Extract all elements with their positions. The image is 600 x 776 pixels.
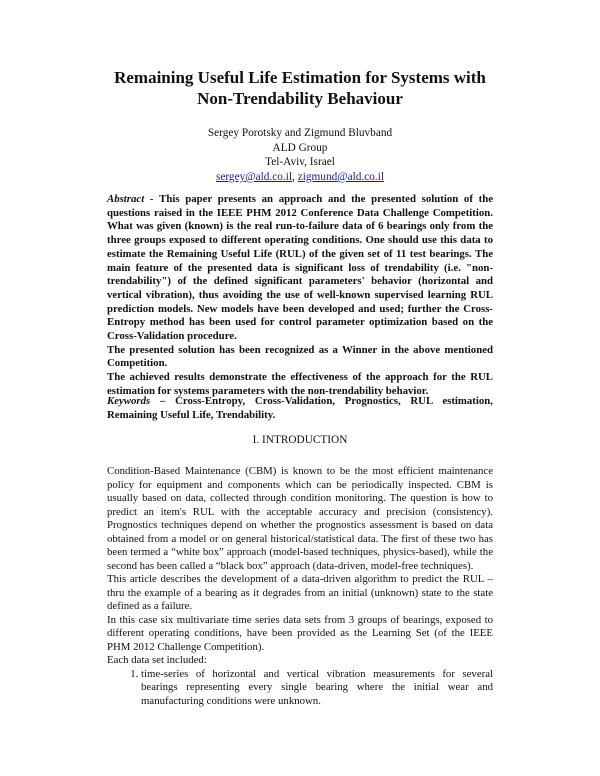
keywords-text: Cross-Entropy, Cross-Validation, Prognostics, RUL estimation, Remaining Useful Life, Trendability. bbox=[107, 395, 494, 421]
abstract-text-1: This paper presents an approach and the presented solution of the questions raised in the IEEE PHM 2012 Conference Data Challenge Competition. What was given (known) is the real run-to-failure data of 6 bearings only from the three groups exposed to different operating conditions. One should use this data to estimate the Remaining Useful Life (RUL) of the given set of 11 test bearings. The main feature of the presented data is significant loss of trendability (i.e. "non-trendability") of the defined significant parameters' behavior (horizontal and vertical vibration), thus avoiding the use of well-known supervised learning RUL prediction models. New models have been developed and used; further the Cross-Entropy method has been used for control parameter optimization based on the Cross-Validation procedure. bbox=[107, 193, 493, 343]
email-link-zigmund[interactable]: zigmund@ald.co.il bbox=[297, 170, 385, 183]
author-location: Tel-Aviv, Israel bbox=[265, 156, 335, 169]
section-heading-introduction: I. INTRODUCTION bbox=[252, 434, 348, 446]
email-link-sergey[interactable]: sergey@ald.co.il bbox=[215, 170, 293, 183]
body-text bbox=[107, 465, 493, 708]
title-line-1: Remaining Useful Life Estimation for Systems with bbox=[114, 68, 486, 87]
body-paragraph-1: Condition-Based Maintenance (CBM) is known to be the most efficient maintenance policy for equipment and components which can be periodically inspected. CBM is usually based on data, collected through condition monitoring. The question is how to predict an item's RUL with the acceptable accuracy and precision (consistency). Prognostics techniques depend on whether the prognostics assessment is based on data obtained from a model or on general historical/statistical data. The first of these two has been termed a “white box” approach (model-based techniques, physics-based), while the second has been called a “black box” approach (data-driven, model-free techniques). bbox=[107, 465, 493, 572]
abstract-label: Abstract bbox=[107, 193, 145, 205]
body-paragraph-4: Each data set included: bbox=[107, 654, 207, 666]
numbered-list bbox=[107, 668, 493, 709]
list-item: 1. time-series of horizontal and vertical vibration measurements for several bearings representing every single bearing where the initial wear and manufacturing conditions were unknown. bbox=[141, 668, 493, 709]
author-affiliation: ALD Group bbox=[272, 141, 328, 154]
author-emails bbox=[100, 170, 500, 185]
paper-title bbox=[60, 67, 540, 109]
abstract-dash: - bbox=[144, 193, 160, 205]
keywords-label: Keywords bbox=[107, 395, 151, 407]
abstract bbox=[107, 193, 493, 399]
body-paragraph-2: This article describes the development of a data-driven algorithm to predict the RUL – thru the example of a bearing as it degrades from an initial (unknown) state to the state defined as a failure. bbox=[107, 573, 493, 612]
abstract-paragraph-3: The achieved results demonstrate the effectiveness of the approach for the RUL estimation for systems parameters with the non-trendability behavior. bbox=[107, 371, 493, 397]
body-paragraph-3: In this case six multivariate time series data sets from 3 groups of bearings, exposed to different operating conditions, have been provided as the Learning Set (of the IEEE PHM 2012 Challenge Competition). bbox=[107, 613, 493, 653]
title-line-2: Non-Trendability Behaviour bbox=[197, 89, 403, 108]
email-separator: , bbox=[292, 170, 295, 183]
keywords-dash: – bbox=[150, 395, 176, 407]
author-block bbox=[100, 126, 500, 184]
keywords bbox=[107, 395, 493, 422]
abstract-paragraph-2: The presented solution has been recognized as a Winner in the above mentioned Competition. bbox=[107, 343, 493, 370]
author-names: Sergey Porotsky and Zigmund Bluvband bbox=[207, 127, 393, 139]
abstract-paragraph-1 bbox=[107, 193, 493, 344]
